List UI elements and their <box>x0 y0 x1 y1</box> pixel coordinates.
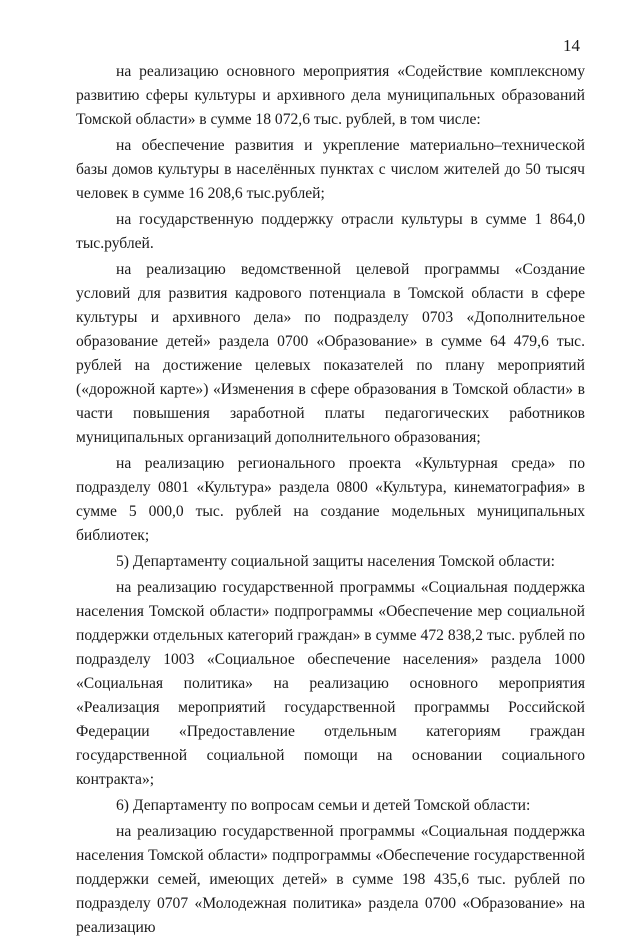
paragraph: на реализацию государственной программы «Социальная поддержка населения Томской области» подпрограммы «Обеспечение мер социальной поддержки отдельных категорий граждан» в сумме 472 838,2 тыс. рублей по подразделу 1003 «Социальное обеспечение населения» раздела 1000 «Социальная политика» на реализацию основного мероприятия «Реализация мероприятий государственной программы Российской Федерации «Предоставление отдельным категориям граждан государственной социальной помощи на основании социального контракта»; <box>76 579 585 788</box>
body-text <box>76 60 585 940</box>
paragraph: на государственную поддержку отрасли культуры в сумме 1 864,0 тыс.рублей. <box>76 211 585 252</box>
page-number: 14 <box>563 36 580 55</box>
section-heading: 5) Департаменту социальной защиты населения Томской области: <box>116 553 555 570</box>
paragraph: на обеспечение развития и укрепление материально–технической базы домов культуры в населённых пунктах с числом жителей до 50 тысяч человек в сумме 16 208,6 тыс.рублей; <box>76 137 585 202</box>
paragraph: на реализацию государственной программы «Социальная поддержка населения Томской области» подпрограммы «Обеспечение государственной поддержки семей, имеющих детей» в сумме 198 435,6 тыс. рублей по подразделу 0707 «Молодежная политика» раздела 0700 «Образование» на реализацию <box>76 823 585 936</box>
section-heading: 6) Департаменту по вопросам семьи и детей Томской области: <box>116 797 531 814</box>
paragraph: на реализацию ведомственной целевой программы «Создание условий для развития кадрового потенциала в Томской области в сфере культуры и архивного дела» по подразделу 0703 «Дополнительное образование детей» раздела 0700 «Образование» в сумме 64 479,6 тыс. рублей на достижение целевых показателей по плану мероприятий («дорожной карте») «Изменения в сфере образования в Томской области» в части повышения заработной платы педагогических работников муниципальных организаций дополнительного образования; <box>76 261 585 446</box>
paragraph: на реализацию основного мероприятия «Содействие комплексному развитию сферы культуры и архивного дела муниципальных образований Томской области» в сумме 18 072,6 тыс. рублей, в том числе: <box>76 63 585 128</box>
paragraph: на реализацию регионального проекта «Культурная среда» по подразделу 0801 «Культура» раздела 0800 «Культура, кинематография» в сумме 5 000,0 тыс. рублей на создание модельных муниципальных библиотек; <box>76 455 585 544</box>
